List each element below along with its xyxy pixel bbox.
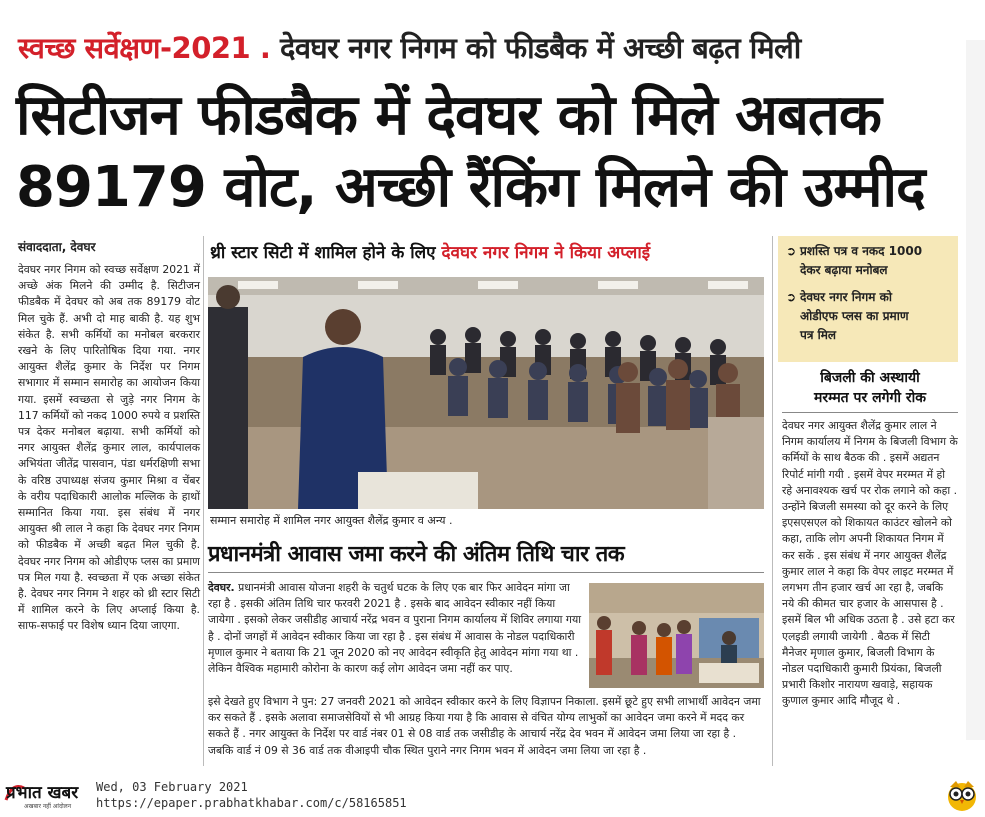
subhead-red: देवघर नगर निगम ने किया अप्लाई <box>441 243 651 263</box>
logo-tagline: अखबार नहीं आंदोलन <box>24 803 72 810</box>
edition-date: Wed, 03 February 2021 <box>96 780 248 794</box>
bullet-arrow-icon: ➲ <box>786 290 797 304</box>
left-column-text: देवघर नगर निगम को स्वच्छ सर्वेक्षण 2021 में अच्छे अंक मिलने की उम्मीद है. सिटीजन फीडबैक में देवघर को अब तक 89179 वोट मिल चुके हैं. अभी दो माह बाकी है. यह शुभ संकेत है. सभी कर्मियों का मनोबल बरकरार रखने के लिए पारितोषिक दिया गया. नगर आयुक्त शैलेंद्र कुमार के निर्देश पर निगम सभागार में सम्मान समारोह का आयोजन किया गया. इसमें स्वच्छता से जुड़े नगर निगम के 117 कर्मियों को नकद 1000 रुपये व प्रशस्ति पत्र देकर मनोबल बढ़ाया. सभी कर्मियों को नगर आयुक्त शैलेंद्र कुमार लाल, कार्यपालक अभियंता जीतेंद्र पासवान, पंडा धर्मरक्षिणी सभा के वरिष्ठ उपाध्यक्ष संजय कुमार मिश्रा व चेंबर के वरीय पदाधिकारी आलोक मल्लिक के हाथों सम्मानित किया गया. इस संबंध में नगर आयुक्त श्री लाल ने कहा कि देवघर नगर निगम को फीडबैक में अच्छी बढ़त मिल चुकी है. देवघर नगर निगम को ओडीएफ प्लस का प्रमाण पत्र मिल गया है. स्वच्छता में एक अच्छा संकेत है. देवघर नगर निगम ने शहर को थ्री स्टार सिटी में शामिल करने के लिए अप्लाई किया है. साफ-सफाई पर विशेष ध्यान दिया जाएगा. <box>18 263 200 633</box>
section-dateline: देवघर. <box>208 581 235 594</box>
owl-icon-graphic <box>944 777 980 813</box>
highlight-item <box>786 242 922 280</box>
ceremony-photo-illustration <box>208 277 764 509</box>
section-body-part-1 <box>208 580 584 677</box>
highlight-2-line-2: ओडीएफ प्लस का प्रमाण <box>800 309 909 323</box>
kicker-red: स्वच्छ सर्वेक्षण-2021 . <box>18 31 271 65</box>
highlight-2-line-3: पत्र मिल <box>800 328 837 342</box>
right-story-body: देवघर नगर आयुक्त शैलेंद्र कुमार लाल ने निगम कार्यालय में निगम के बिजली विभाग के कर्मियों के साथ बैठक की . इसमें अद्यतन रिपोर्ट मांगी गयी . इसमें वेपर मरम्मत में हो रहे अनावश्यक खर्च पर रोक लगाने को कहा . उन्होंने बिजली समस्या को दूर करने के लिए इएसएसएल को शिकायत काउंटर खोलने को कहा, ताकि लोग अपनी शिकायत निगम में कर सकें . इस संबंध में नगर आयुक्त शैलेंद्र कुमार लाल ने कहा कि वेपर लाइट मरम्मत में लगभग तीन हजार खर्च आ रहा है, जबकि नये की कीमत चार हजार के आसपास है . इसमें बिल भी अधिक उठता है . उसे हटा कर एलइडी लगायी जायेगी . बैठक में सिटी मैनेजर मृणाल कुमार, बिजली विभाग के नोडल पदाधिकारी कुमारी प्रियंका, बिजली प्रभारी किशोर नारायण खवाड़े, सहायक कुणाल कुमार आदि मौजूद थे . <box>782 419 958 708</box>
photo-subheadline <box>210 240 770 263</box>
main-headline <box>16 80 966 224</box>
owl-icon[interactable] <box>944 777 980 813</box>
logo-text: प्रभात खबर <box>6 783 79 803</box>
section-rule <box>208 572 764 573</box>
byline: संवाददाता, देवघर <box>18 240 96 254</box>
column-divider-left <box>203 236 204 766</box>
bullet-arrow-icon: ➲ <box>786 244 797 258</box>
office-photo-illustration <box>589 583 764 688</box>
right-story-heading <box>782 368 958 408</box>
section-body-part-2: इसे देखते हुए विभाग ने पुन: 27 जनवरी 2021 को आवेदन स्वीकार करने के लिए विज्ञापन निकाला. इसमें छूटे हुए सभी लाभार्थी आवेदन जमा कर सकते हैं . इसके अलावा समाजसेवियों से भी आग्रह किया गया है कि आवास से वंचित योग्य लाभुकों का आवेदन जमा करने में मदद कर सकते हैं . नगर आयुक्त के निर्देश पर वार्ड नंबर 01 से 08 वार्ड तक जसीडीह के आचार्य नरेंद्र देव भवन में आवेदन जमा लिया जा रहा है . जबकि वार्ड नं 09 से 36 वार्ड तक वीआइपी चौक स्थित पुराने नगर निगम भवन में आवेदन जमा लिया जा रहा है . <box>208 695 761 757</box>
highlight-2-line-1: देवघर नगर निगम को <box>800 290 892 304</box>
right-story-rule <box>782 412 958 413</box>
kicker-line <box>18 28 968 67</box>
office-photo <box>589 583 764 688</box>
section-body-a-text: प्रधानमंत्री आवास योजना शहरी के चतुर्थ घटक के लिए एक बार फिर आवेदन मांगा जा रहा है . इसकी अंतिम तिथि चार फरवरी 2021 है . इसके बाद आवेदन स्वीकार नहीं किया जायेगा . इसको लेकर जसीडीह आचार्य नरेंद्र भवन व पुराना निगम कार्यालय में शिविर लगाया गया है . दोनों जगहों में आवेदन स्वीकार किया जा रहा है . इस संबंध में आवास के नोडल पदाधिकारी मृणाल कुमार ने बताया कि 21 जून 2020 को नए आवेदन स्वीकृति हेतु आवेदन मांगा गया था . लेकिन वैश्विक महामारी कोरोना के कारण कई लोग आवेदन जमा नहीं कर पाए. <box>208 581 582 676</box>
section-heading: प्रधानमंत्री आवास जमा करने की अंतिम तिथि चार तक <box>208 542 625 567</box>
right-heading-line-1: बिजली की अस्थायी <box>820 370 920 386</box>
highlight-item <box>786 288 909 345</box>
headline-line-2: 89179 वोट, अच्छी रैंकिंग मिलने की उम्मीद <box>16 155 925 220</box>
headline-line-1: सिटीजन फीडबैक में देवघर को मिले अबतक <box>16 83 881 148</box>
right-heading-line-2: मरम्मत पर लगेगी रोक <box>814 390 926 406</box>
subhead-dark: थ्री स्टार सिटी में शामिल होने के लिए <box>210 243 436 263</box>
column-divider-right <box>772 236 773 766</box>
edition-meta <box>96 779 407 811</box>
edition-url[interactable]: https://epaper.prabhatkhabar.com/c/58165851 <box>96 796 407 810</box>
adjacent-page-edge <box>966 40 985 740</box>
highlights-box <box>778 236 958 362</box>
prabhat-khabar-logo[interactable] <box>2 778 90 812</box>
ceremony-photo <box>208 277 764 509</box>
kicker-rest: देवघर नगर निगम को फीडबैक में अच्छी बढ़त मिली <box>279 31 801 65</box>
photo-caption: सम्मान समारोह में शामिल नगर आयुक्त शैलेंद्र कुमार व अन्य . <box>210 514 453 527</box>
highlight-1-line-1: प्रशस्ति पत्र व नकद 1000 <box>800 244 923 258</box>
highlight-1-line-2: देकर बढ़ाया मनोबल <box>800 263 888 277</box>
